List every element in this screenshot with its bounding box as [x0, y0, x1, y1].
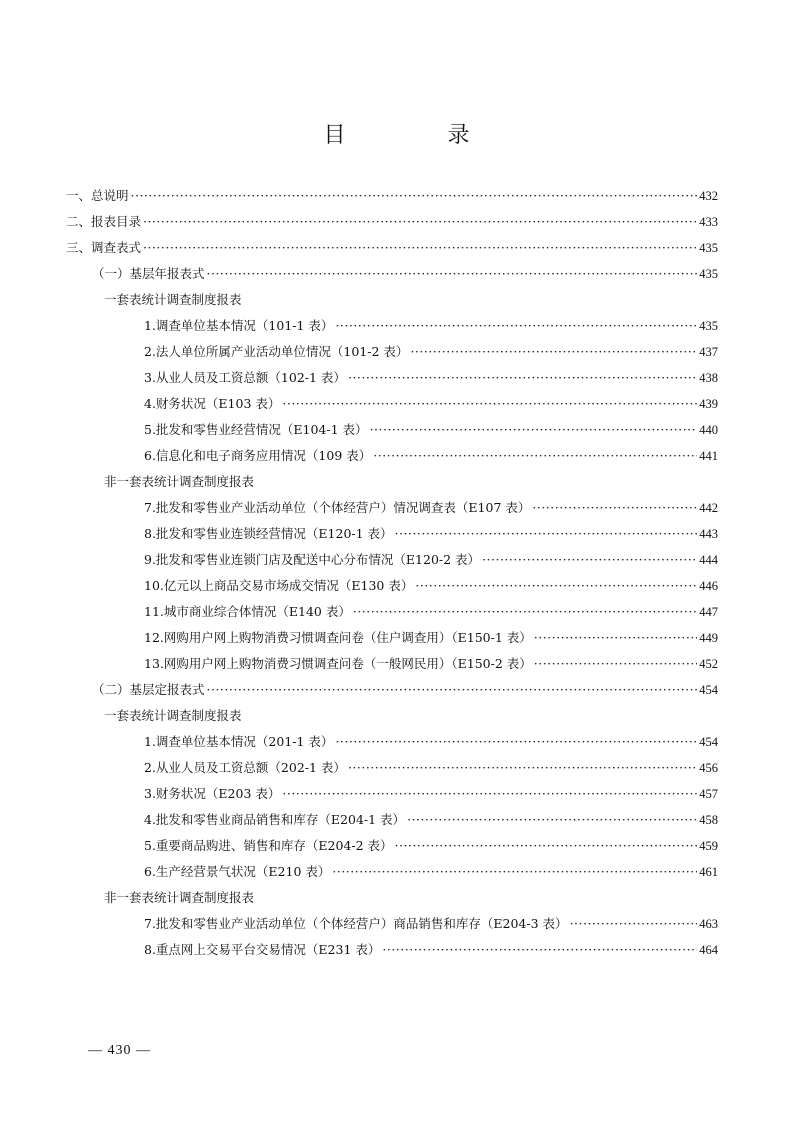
- toc-entry-page: 439: [699, 397, 718, 411]
- toc-entry[interactable]: [66, 230, 718, 256]
- toc-entry-page: 444: [699, 553, 718, 567]
- leader-dots: [407, 812, 697, 828]
- toc-entry[interactable]: [144, 568, 718, 594]
- toc-entry-text: 8.批发和零售业连锁经营情况（E120-1 表）: [144, 526, 393, 541]
- toc-entry-text: 9.批发和零售业连锁门店及配送中心分布情况（E120-2 表）: [144, 552, 481, 567]
- toc-entry-page: 435: [699, 267, 718, 281]
- toc-section-heading: 一套表统计调查制度报表: [104, 292, 242, 307]
- toc-entry[interactable]: [144, 412, 718, 438]
- toc-entry-page: 458: [699, 813, 718, 827]
- leader-dots: [131, 188, 698, 204]
- toc-entry[interactable]: [66, 178, 718, 204]
- toc-entry[interactable]: [144, 386, 718, 412]
- leader-dots: [282, 396, 697, 412]
- leader-dots: [395, 838, 698, 854]
- toc-entry-text: 7.批发和零售业产业活动单位（个体经营户）商品销售和库存（E204-3 表）: [144, 916, 568, 931]
- page-number: — 430 —: [88, 1043, 151, 1058]
- toc-entry[interactable]: [144, 542, 718, 568]
- leader-dots: [348, 760, 697, 776]
- toc-entry-text: 二、报表目录: [66, 214, 142, 229]
- toc-entry-text: 8.重点网上交易平台交易情况（E231 表）: [144, 942, 381, 957]
- toc-entry-text: 11.城市商业综合体情况（E140 表）: [144, 604, 351, 619]
- toc-section-heading: 非一套表统计调查制度报表: [104, 890, 255, 905]
- leader-dots: [570, 916, 698, 932]
- leader-dots: [482, 552, 697, 568]
- toc-entry-page: 464: [699, 943, 718, 957]
- toc-entry-text: （二）基层定报表式: [92, 682, 205, 697]
- toc-entry-text: 3.从业人员及工资总额（102-1 表）: [144, 370, 346, 385]
- toc-entry-page: 463: [699, 917, 718, 931]
- toc-entry-text: 4.批发和零售业商品销售和库存（E204-1 表）: [144, 812, 406, 827]
- toc-entry-text: 6.生产经营景气状况（E210 表）: [144, 864, 331, 879]
- toc-entry-text: 3.财务状况（E203 表）: [144, 786, 281, 801]
- toc-entry-page: 454: [699, 683, 718, 697]
- leader-dots: [335, 318, 697, 334]
- toc-entry-text: 12.网购用户网上购物消费习惯调查问卷（住户调查用）（E150-1 表）: [144, 630, 532, 645]
- toc-entry[interactable]: [144, 906, 718, 932]
- leader-dots: [373, 448, 697, 464]
- toc-entry-text: 1.调查单位基本情况（101-1 表）: [144, 318, 334, 333]
- toc-entry[interactable]: [92, 256, 718, 282]
- toc-entry[interactable]: [144, 828, 718, 854]
- leader-dots: [282, 786, 697, 802]
- toc-entry-page: 433: [699, 215, 718, 229]
- toc-entry[interactable]: [144, 308, 718, 334]
- toc-entry[interactable]: [144, 360, 718, 386]
- toc-section-heading: 一套表统计调查制度报表: [104, 708, 242, 723]
- toc-entry-page: 442: [699, 501, 718, 515]
- toc-entry-text: 2.法人单位所属产业活动单位情况（101-2 表）: [144, 344, 409, 359]
- leader-dots: [143, 240, 697, 256]
- leader-dots: [207, 266, 698, 282]
- toc-entry-page: 456: [699, 761, 718, 775]
- leader-dots: [534, 656, 697, 672]
- toc-entry-text: 一、总说明: [66, 188, 129, 203]
- leader-dots: [332, 864, 697, 880]
- toc-entry[interactable]: [144, 776, 718, 802]
- toc-entry-page: 438: [699, 371, 718, 385]
- leader-dots: [143, 214, 697, 230]
- toc-entry-page: 459: [699, 839, 718, 853]
- toc-entry-page: 435: [699, 241, 718, 255]
- toc-entry-page: 457: [699, 787, 718, 801]
- toc-entry-text: 13.网购用户网上购物消费习惯调查问卷（一般网民用）（E150-2 表）: [144, 656, 532, 671]
- toc-entry[interactable]: [144, 334, 718, 360]
- toc-entry-page: 443: [699, 527, 718, 541]
- toc-entry-page: 454: [699, 735, 718, 749]
- toc-entry[interactable]: [144, 750, 718, 776]
- leader-dots: [532, 500, 697, 516]
- toc-entry[interactable]: [144, 932, 718, 958]
- toc-entry-text: 5.批发和零售业经营情况（E104-1 表）: [144, 422, 368, 437]
- toc-entry-text: 5.重要商品购进、销售和库存（E204-2 表）: [144, 838, 393, 853]
- leader-dots: [534, 630, 697, 646]
- toc-entry-text: 4.财务状况（E103 表）: [144, 396, 281, 411]
- toc-entry[interactable]: [144, 594, 718, 620]
- leader-dots: [382, 942, 697, 958]
- toc-entry[interactable]: [92, 672, 718, 698]
- leader-dots: [348, 370, 697, 386]
- leader-dots: [395, 526, 698, 542]
- toc-entry-text: 7.批发和零售业产业活动单位（个体经营户）情况调查表（E107 表）: [144, 500, 531, 515]
- toc-entry[interactable]: [144, 802, 718, 828]
- toc-entry-text: 10.亿元以上商品交易市场成交情况（E130 表）: [144, 578, 414, 593]
- leader-dots: [335, 734, 697, 750]
- leader-dots: [370, 422, 698, 438]
- toc-entry-text: （一）基层年报表式: [92, 266, 205, 281]
- toc-entry-text: 2.从业人员及工资总额（202-1 表）: [144, 760, 346, 775]
- leader-dots: [207, 682, 698, 698]
- toc-entry-text: 1.调查单位基本情况（201-1 表）: [144, 734, 334, 749]
- toc-entry[interactable]: [144, 516, 718, 542]
- toc-entry-page: 449: [699, 631, 718, 645]
- toc-entry-text: 三、调查表式: [66, 240, 142, 255]
- toc-entry-page: 461: [699, 865, 718, 879]
- toc-entry[interactable]: [144, 724, 718, 750]
- leader-dots: [415, 578, 697, 594]
- page-title: 目 录: [323, 123, 510, 148]
- leader-dots: [353, 604, 697, 620]
- toc-entry[interactable]: [144, 854, 718, 880]
- toc-entry-page: 452: [699, 657, 718, 671]
- toc-entry-page: 447: [699, 605, 718, 619]
- toc-entry[interactable]: [144, 620, 718, 646]
- toc-entry-page: 446: [699, 579, 718, 593]
- toc-entry[interactable]: [144, 490, 718, 516]
- toc-entry-page: 432: [699, 189, 718, 203]
- toc-entry-text: 6.信息化和电子商务应用情况（109 表）: [144, 448, 372, 463]
- toc-entry-page: 437: [699, 345, 718, 359]
- toc-entry[interactable]: [144, 646, 718, 672]
- leader-dots: [410, 344, 697, 360]
- toc-section-heading: 非一套表统计调查制度报表: [104, 474, 255, 489]
- toc-entry-page: 440: [699, 423, 718, 437]
- toc-entry-page: 435: [699, 319, 718, 333]
- toc-entry[interactable]: [66, 204, 718, 230]
- toc-entry-page: 441: [699, 449, 718, 463]
- toc-entry[interactable]: [144, 438, 718, 464]
